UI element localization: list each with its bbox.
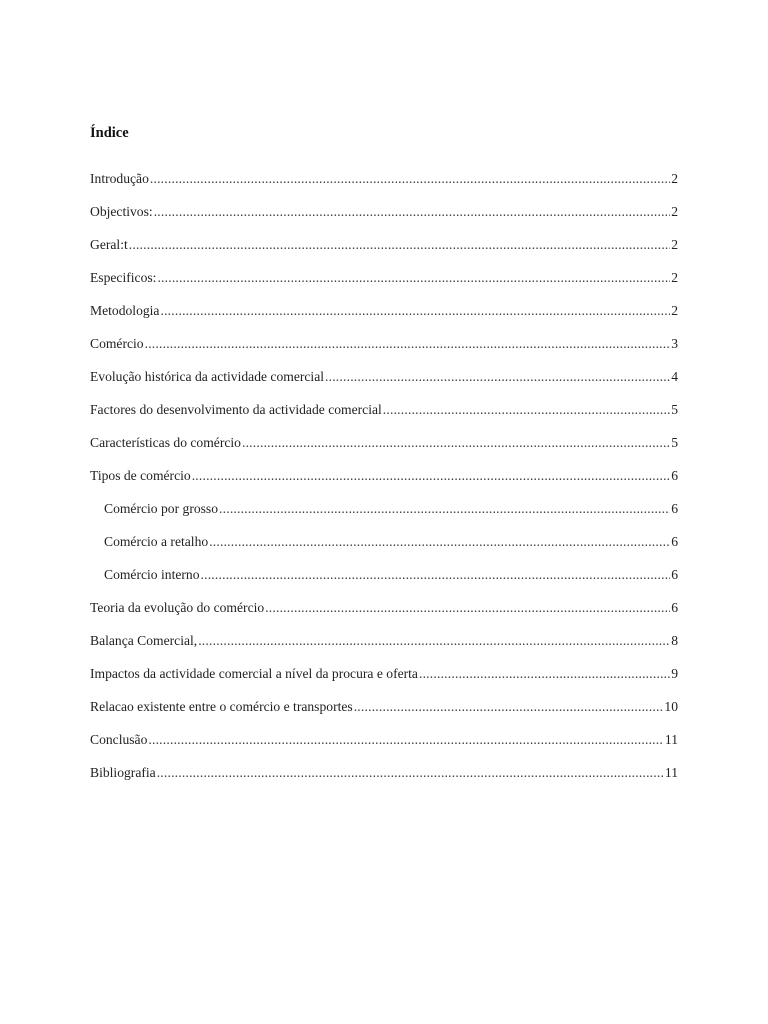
- toc-dot-leader: [383, 401, 670, 419]
- toc-page-number: 5: [671, 435, 678, 450]
- toc-entry-label: Geral:t: [90, 237, 128, 252]
- toc-entry-metodologia[interactable]: [90, 302, 678, 320]
- toc-dot-leader: [148, 731, 664, 749]
- toc-page-number: 6: [671, 468, 678, 483]
- toc-entry-label: Conclusão: [90, 732, 148, 747]
- toc-entry-label: Comércio interno: [104, 567, 200, 582]
- toc-page-number: 11: [664, 732, 678, 747]
- toc-entry-label: Especificos:: [90, 270, 157, 285]
- toc-entry-label: Comércio por grosso: [104, 501, 219, 516]
- toc-page-number: 11: [664, 765, 678, 780]
- toc-dot-leader: [419, 665, 670, 683]
- toc-entry-evolucao-historica[interactable]: [90, 368, 678, 386]
- toc-entry-comercio-a-retalho[interactable]: [104, 533, 678, 551]
- toc-page-number: 6: [671, 600, 678, 615]
- toc-page-number: 2: [671, 204, 678, 219]
- toc-dot-leader: [157, 269, 670, 287]
- toc-entry-caracteristicas[interactable]: [90, 434, 678, 452]
- toc-page-number: 10: [664, 699, 678, 714]
- toc-entry-label: Introdução: [90, 171, 149, 186]
- toc-dot-leader: [354, 698, 664, 716]
- toc-dot-leader: [145, 335, 671, 353]
- toc-title: Índice: [90, 125, 129, 141]
- toc-dot-leader: [198, 632, 670, 650]
- toc-entry-comercio-por-grosso[interactable]: [104, 500, 678, 518]
- toc-entry-label: Teoria da evolução do comércio: [90, 600, 265, 615]
- toc-entry-label: Impactos da actividade comercial a nível da procura e oferta: [90, 666, 418, 681]
- toc-dot-leader: [154, 203, 671, 221]
- toc-dot-leader: [192, 467, 671, 485]
- toc-entry-factores[interactable]: [90, 401, 678, 419]
- toc-page-number: 4: [671, 369, 678, 384]
- toc-dot-leader: [129, 236, 670, 254]
- toc-dot-leader: [150, 170, 670, 188]
- toc-page-number: 6: [671, 567, 678, 582]
- toc-entry-label: Comércio: [90, 336, 144, 351]
- toc-dot-leader: [325, 368, 670, 386]
- toc-entry-balanca-comercial[interactable]: [90, 632, 678, 650]
- toc-page-number: 6: [671, 501, 678, 516]
- toc-page-number: 2: [671, 303, 678, 318]
- toc-page-number: 2: [671, 270, 678, 285]
- toc-entry-label: Evolução histórica da actividade comercial: [90, 369, 325, 384]
- toc-entry-especificos[interactable]: [90, 269, 678, 287]
- toc-entry-label: Objectivos:: [90, 204, 153, 219]
- toc-dot-leader: [157, 764, 664, 782]
- toc-page-number: 5: [671, 402, 678, 417]
- toc-entry-label: Metodologia: [90, 303, 160, 318]
- toc-entry-label: Comércio a retalho: [104, 534, 209, 549]
- toc-page-number: 3: [671, 336, 678, 351]
- toc-entry-conclusao[interactable]: [90, 731, 678, 749]
- toc-entry-comercio-interno[interactable]: [104, 566, 678, 584]
- toc-entry-label: Bibliografia: [90, 765, 156, 780]
- toc-entry-comercio[interactable]: [90, 335, 678, 353]
- toc-dot-leader: [219, 500, 670, 518]
- toc-dot-leader: [201, 566, 671, 584]
- toc-entry-impactos[interactable]: [90, 665, 678, 683]
- toc-page-number: 6: [671, 534, 678, 549]
- toc-entry-tipos-de-comercio[interactable]: [90, 467, 678, 485]
- toc-entry-label: Factores do desenvolvimento da actividade comercial: [90, 402, 382, 417]
- toc-entry-relacao-comercio-transportes[interactable]: [90, 698, 678, 716]
- toc-page-number: 2: [671, 171, 678, 186]
- toc-entry-label: Características do comércio: [90, 435, 241, 450]
- toc-dot-leader: [209, 533, 670, 551]
- toc-dot-leader: [265, 599, 670, 617]
- toc-entry-label: Balança Comercial,: [90, 633, 198, 648]
- toc-entry-label: Tipos de comércio: [90, 468, 191, 483]
- table-of-contents: [90, 123, 678, 780]
- toc-entry-label: Relacao existente entre o comércio e transportes: [90, 699, 353, 714]
- toc-dot-leader: [160, 302, 670, 320]
- toc-entry-introducao[interactable]: [90, 170, 678, 188]
- toc-dot-leader: [242, 434, 670, 452]
- toc-entry-bibliografia[interactable]: [90, 764, 678, 782]
- toc-page-number: 8: [671, 633, 678, 648]
- toc-page-number: 2: [671, 237, 678, 252]
- toc-entry-teoria-da-evolucao[interactable]: [90, 599, 678, 617]
- toc-page-number: 9: [671, 666, 678, 681]
- toc-entry-geral[interactable]: [90, 236, 678, 254]
- toc-entry-objectivos[interactable]: [90, 203, 678, 221]
